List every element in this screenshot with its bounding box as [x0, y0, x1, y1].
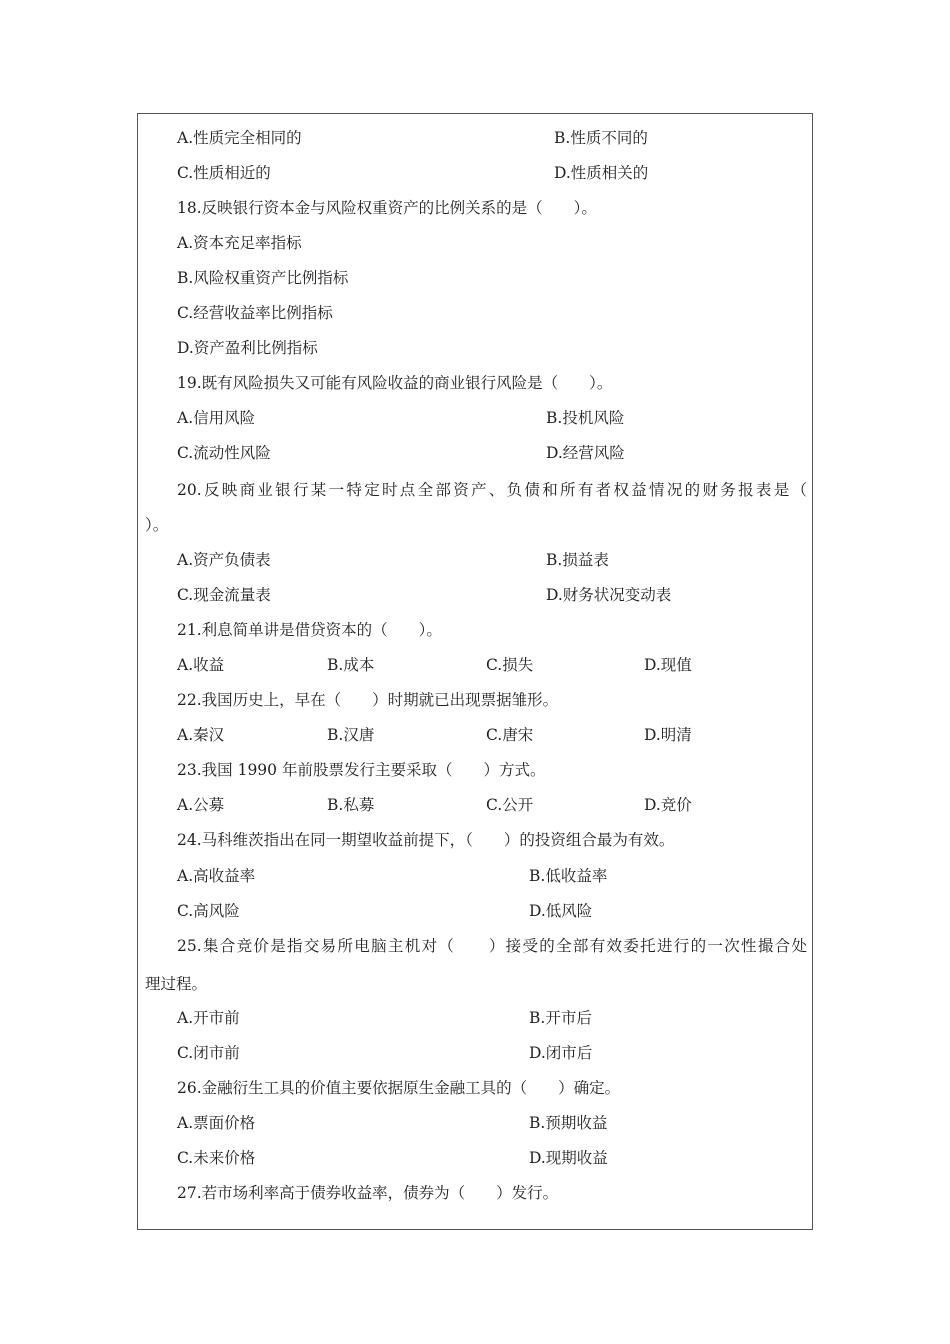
question-25: 25.集合竞价是指交易所电脑主机对（ ）接受的全部有效委托进行的一次性撮合处	[177, 937, 807, 955]
option-21d: D.现值	[644, 656, 692, 674]
option-17a: A.性质完全相同的	[177, 129, 302, 147]
question-18: 18.反映银行资本金与风险权重资产的比例关系的是（ ）。	[177, 199, 597, 217]
option-20d: D.财务状况变动表	[546, 586, 672, 604]
option-25b: B.开市后	[529, 1009, 592, 1027]
option-21c: C.损失	[486, 656, 534, 674]
option-24c: C.高风险	[177, 902, 240, 920]
option-22c: C.唐宋	[486, 726, 534, 744]
option-18c: C.经营收益率比例指标	[177, 304, 333, 322]
question-22: 22.我国历史上，早在（ ）时期就已出现票据雏形。	[177, 691, 559, 709]
option-22a: A.秦汉	[177, 726, 225, 744]
question-24: 24.马科维茨指出在同一期望收益前提下，（ ）的投资组合最为有效。	[177, 831, 675, 849]
option-20c: C.现金流量表	[177, 586, 271, 604]
option-24b: B.低收益率	[529, 867, 608, 885]
option-18a: A.资本充足率指标	[177, 234, 302, 252]
question-21: 21.利息简单讲是借贷资本的（ ）。	[177, 621, 442, 639]
option-17d: D.性质相关的	[554, 164, 649, 182]
option-19d: D.经营风险	[546, 444, 625, 462]
question-20-continued: ）。	[145, 516, 169, 534]
option-26c: C.未来价格	[177, 1149, 256, 1167]
question-19: 19.既有风险损失又可能有风险收益的商业银行风险是（ ）。	[177, 374, 613, 392]
option-24d: D.低风险	[529, 902, 593, 920]
option-20b: B.损益表	[546, 551, 609, 569]
option-25a: A.开市前	[177, 1009, 240, 1027]
option-22d: D.明清	[644, 726, 692, 744]
question-26: 26.金融衍生工具的价值主要依据原生金融工具的（ ）确定。	[177, 1079, 621, 1097]
option-23d: D.竞价	[644, 796, 692, 814]
option-23c: C.公开	[486, 796, 534, 814]
question-20: 20.反映商业银行某一特定时点全部资产、负债和所有者权益情况的财务报表是（	[177, 481, 807, 499]
option-18d: D.资产盈利比例指标	[177, 339, 318, 357]
option-19a: A.信用风险	[177, 409, 256, 427]
question-23: 23.我国 1990 年前股票发行主要采取（ ）方式。	[177, 761, 546, 779]
option-26d: D.现期收益	[529, 1149, 608, 1167]
question-25-continued: 理过程。	[145, 975, 208, 993]
option-19b: B.投机风险	[546, 409, 625, 427]
option-18b: B.风险权重资产比例指标	[177, 269, 349, 287]
option-21b: B.成本	[327, 656, 375, 674]
option-25c: C.闭市前	[177, 1044, 240, 1062]
option-21a: A.收益	[177, 656, 225, 674]
option-24a: A.高收益率	[177, 867, 256, 885]
question-27: 27.若市场利率高于债券收益率，债券为（ ）发行。	[177, 1184, 559, 1202]
option-25d: D.闭市后	[529, 1044, 593, 1062]
option-17b: B.性质不同的	[554, 129, 648, 147]
option-22b: B.汉唐	[327, 726, 375, 744]
option-20a: A.资产负债表	[177, 551, 271, 569]
option-26a: A.票面价格	[177, 1114, 256, 1132]
option-19c: C.流动性风险	[177, 444, 271, 462]
option-26b: B.预期收益	[529, 1114, 608, 1132]
option-23a: A.公募	[177, 796, 225, 814]
option-23b: B.私募	[327, 796, 375, 814]
option-17c: C.性质相近的	[177, 164, 271, 182]
